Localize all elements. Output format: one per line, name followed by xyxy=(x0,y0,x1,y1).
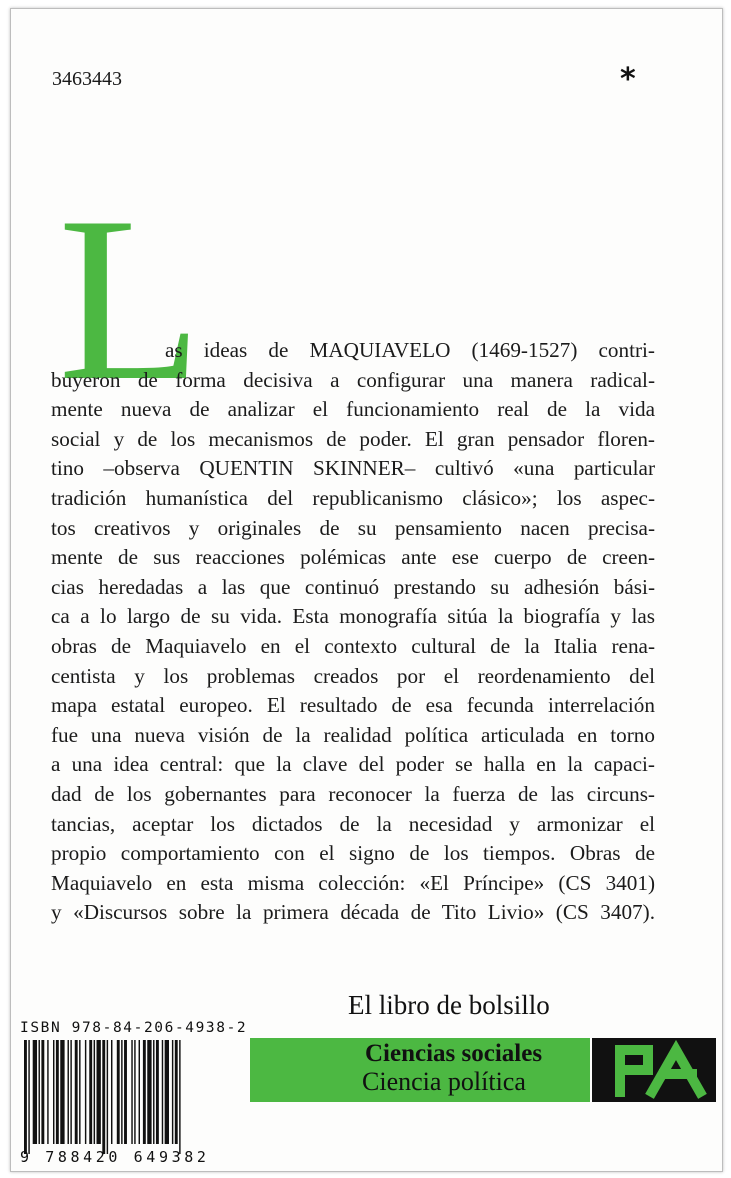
barcode-bar xyxy=(41,1040,44,1144)
synopsis-line: buyeron de forma decisiva a configurar una manera radical- xyxy=(51,367,655,392)
barcode-bar xyxy=(70,1040,71,1144)
synopsis-text xyxy=(51,336,655,928)
synopsis-line: mente nueva de analizar el funcionamiento real de la vida xyxy=(51,397,655,422)
synopsis-line: y «Discursos sobre la primera década de Tito Livio» (CS 3407). xyxy=(51,900,655,925)
barcode-bar xyxy=(156,1040,159,1144)
barcode-bar xyxy=(153,1040,154,1144)
synopsis-line: as ideas de MAQUIAVELO (1469-1527) contri- xyxy=(165,338,655,362)
barcode-bar xyxy=(139,1040,140,1144)
barcode-bar xyxy=(79,1040,80,1144)
barcode-bar xyxy=(124,1040,127,1144)
asterisk-mark: * xyxy=(620,62,636,97)
synopsis-line: mente de sus reacciones polémicas ante ese cuerpo de creen- xyxy=(51,545,655,570)
barcode-bar xyxy=(172,1040,173,1144)
drop-cap: L xyxy=(58,169,203,430)
synopsis-line: obras de Maquiavelo en el contexto cultural de la Italia rena- xyxy=(51,633,655,658)
collection-title: Ciencias sociales xyxy=(365,1040,543,1067)
barcode-bar xyxy=(134,1040,135,1144)
synopsis-line: tradición humanística del republicanismo clásico»; los aspec- xyxy=(51,485,655,510)
barcode-bar xyxy=(94,1040,95,1144)
synopsis-line: mapa estatal europeo. El resultado de esa fecunda interrelación xyxy=(51,693,655,718)
synopsis-line: tancias, aceptar los dictados de la necesidad y armonizar el xyxy=(51,811,655,836)
catalog-code: 3463443 xyxy=(52,68,122,90)
publisher-logo-icon xyxy=(592,1038,716,1102)
barcode-digits: 9 788420 649382 xyxy=(20,1148,210,1166)
barcode-bar xyxy=(28,1040,29,1154)
barcode-bar xyxy=(68,1040,69,1144)
isbn-label: ISBN 978-84-206-4938-2 xyxy=(20,1020,248,1036)
barcode-bar xyxy=(39,1040,40,1144)
synopsis-line: fue una nueva visión de la realidad política articulada en torno xyxy=(51,722,655,747)
barcode-bar xyxy=(60,1040,64,1144)
barcode-bar xyxy=(53,1040,54,1144)
series-name: El libro de bolsillo xyxy=(348,990,550,1020)
barcode-bar xyxy=(102,1040,105,1154)
barcode-bar xyxy=(75,1040,78,1144)
barcode-bar xyxy=(147,1040,151,1144)
barcode-bar xyxy=(111,1040,112,1144)
synopsis-line: Maquiavelo en esta misma colección: «El Príncipe» (CS 3401) xyxy=(51,870,655,895)
synopsis-line: dad de los gobernantes para reconocer la fuerza de las circuns- xyxy=(51,781,655,806)
synopsis-line: centista y los problemas creados por el reordenamiento del xyxy=(51,663,655,688)
synopsis-line: social y de los mecanismos de poder. El gran pensador floren- xyxy=(51,426,655,451)
synopsis-line: cias heredadas a las que continuó prestando su adhesión bási- xyxy=(51,574,655,599)
barcode-bar xyxy=(24,1040,27,1154)
barcode xyxy=(20,1040,230,1160)
barcode-bar xyxy=(179,1040,180,1154)
barcode-bar xyxy=(143,1040,146,1144)
collection-subtitle: Ciencia política xyxy=(362,1067,526,1096)
barcode-bar xyxy=(97,1040,101,1144)
barcode-bar xyxy=(131,1040,132,1144)
barcode-bar xyxy=(162,1040,163,1144)
barcode-bar xyxy=(56,1040,59,1144)
synopsis-line: ca a lo largo de su vida. Esta monografía sitúa la biografía y las xyxy=(51,604,655,629)
synopsis-line: propio comportamiento con el signo de los tiempos. Obras de xyxy=(51,841,655,866)
barcode-bar xyxy=(117,1040,120,1144)
synopsis-line: a una idea central: que la clave del poder se halla en la capaci- xyxy=(51,752,655,777)
barcode-bar xyxy=(89,1040,92,1144)
publisher-logo xyxy=(592,1038,716,1102)
barcode-bar xyxy=(165,1040,169,1144)
barcode-bar xyxy=(121,1040,122,1144)
barcode-bar xyxy=(47,1040,48,1144)
barcode-bar xyxy=(175,1040,178,1144)
synopsis-line: tino –observa QUENTIN SKINNER– cultivó «una particular xyxy=(51,456,655,481)
barcode-bar xyxy=(107,1040,108,1154)
synopsis-line: tos creativos y originales de su pensamiento nacen precisa- xyxy=(51,515,655,540)
barcode-bar xyxy=(85,1040,86,1144)
barcode-bar xyxy=(33,1040,37,1144)
